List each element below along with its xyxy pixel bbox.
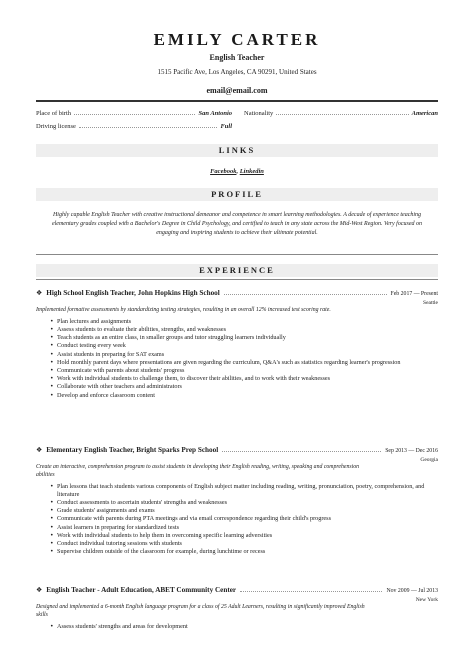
- header-divider: [36, 100, 438, 102]
- job-title: Elementary English Teacher, Bright Sparks Prep School: [46, 446, 219, 454]
- dot-leader: [276, 110, 408, 115]
- list-item: • Collaborate with other teachers and administrators: [50, 383, 438, 391]
- email-text[interactable]: email@email.com: [206, 86, 268, 95]
- diamond-bullet-icon: ❖: [36, 586, 43, 594]
- job-header: [36, 446, 438, 456]
- job-header: [36, 289, 438, 299]
- job-date: Sep 2013 — Dec 2016: [385, 448, 438, 454]
- job-description: Implemented formative assessments by standardizing testing strategies, resulting in an overall 12% increased test scoring rate.: [36, 307, 331, 313]
- job-entry: [36, 446, 438, 556]
- links-row: [0, 168, 474, 175]
- list-item: • Conduct individual tutoring sessions with students: [50, 540, 438, 548]
- diamond-bullet-icon: ❖: [36, 446, 43, 454]
- profile-divider: [36, 254, 438, 255]
- place-of-birth-label: Place of birth: [36, 110, 72, 117]
- job-date: Feb 2017 — Present: [390, 291, 438, 297]
- job-entry: [36, 289, 438, 400]
- place-of-birth-row: [36, 110, 232, 120]
- dot-leader: [222, 447, 381, 452]
- list-item: • Teach students as an entire class, in smaller groups and tutor struggling learners individually: [50, 334, 438, 342]
- candidate-address: 1515 Pacific Ave, Los Angeles, CA 90291, United States: [157, 68, 317, 76]
- experience-heading: EXPERIENCE: [36, 264, 438, 277]
- list-item: • Conduct testing every week: [50, 342, 438, 350]
- job-location: New York: [415, 597, 438, 603]
- list-item: • Work with individual students to challenge them, to discover their abilities, and to work with their weaknesses: [50, 375, 438, 383]
- job-location: Georgia: [420, 457, 438, 463]
- driving-license-row: [36, 123, 232, 133]
- job-location: Seattle: [423, 300, 438, 306]
- facebook-link[interactable]: Facebook: [210, 168, 237, 175]
- links-separator: ,: [236, 168, 240, 175]
- diamond-bullet-icon: ❖: [36, 289, 43, 297]
- job-bullets: [36, 483, 438, 557]
- list-item: • Develop and enforce classroom content: [50, 392, 438, 400]
- job-entry: [36, 586, 438, 631]
- driving-license-value: Full: [220, 123, 232, 130]
- job-description: Create an interactive, comprehension program to assist students in developing their English reading, writing, speaking and comprehension abilities: [36, 464, 360, 478]
- profile-summary: Highly capable English Teacher with creative instructional demeanor and competence in smart learning methodologies. A decade of experience teaching elementary grades coupled with a Bachelor's Degree in Child Psychology, and certified to teach in any state across the Mid-West Region. Very focused on engaging and inspiring students to achieve their ultimate potential.: [51, 212, 423, 237]
- list-item: • Assist students in preparing for SAT exams: [50, 351, 438, 359]
- list-item: • Hold monthly parent days where presentations are given regarding the curriculum, Q&A's such as statistics regarding learner's progression: [50, 359, 438, 367]
- candidate-email[interactable]: [0, 86, 474, 95]
- dot-leader: [224, 290, 387, 295]
- job-description: Designed and implemented a 6-month English language program for a class of 25 Adult Learners, resulting in significantly improved English skills: [36, 604, 365, 618]
- experience-divider: [36, 279, 438, 280]
- driving-license-label: Driving license: [36, 123, 76, 130]
- job-bullets: [36, 318, 438, 400]
- place-of-birth-value: San Antonio: [198, 110, 232, 117]
- list-item: • Plan lessons that teach students various components of English subject matter including reading, writing, pronunciation, poetry, comprehension, and literature: [50, 483, 438, 499]
- links-heading: LINKS: [36, 144, 438, 157]
- list-item: • Conduct assessments to ascertain students' strengths and weaknesses: [50, 499, 438, 507]
- linkedin-link[interactable]: Linkedin: [239, 168, 264, 175]
- job-header: [36, 586, 438, 596]
- candidate-name: EMILY CARTER: [153, 30, 321, 49]
- list-item: • Work with individual students to help them in overcoming specific learning adversities: [50, 532, 438, 540]
- job-date: Nov 2009 — Jul 2013: [386, 588, 438, 594]
- nationality-label: Nationality: [244, 110, 274, 117]
- list-item: • Communicate with parents about students' progress: [50, 367, 438, 375]
- job-bullets: [36, 623, 438, 631]
- dot-leader: [79, 123, 218, 128]
- profile-heading: PROFILE: [36, 188, 438, 201]
- list-item: • Communicate with parents during PTA meetings and via email correspondence regarding their child's progress: [50, 515, 438, 523]
- job-title: English Teacher - Adult Education, ABET Community Center: [46, 586, 237, 594]
- list-item: • Assess students to evaluate their abilities, strengths, and weaknesses: [50, 326, 438, 334]
- list-item: • Supervise children outside of the classroom for example, during lunchtime or recess: [50, 548, 438, 556]
- list-item: • Grade students' assignments and exams: [50, 507, 438, 515]
- nationality-value: American: [411, 110, 438, 117]
- dot-leader: [240, 587, 382, 592]
- list-item: • Plan lectures and assignments: [50, 318, 438, 326]
- dot-leader: [74, 110, 195, 115]
- job-title: High School English Teacher, John Hopkins High School: [46, 289, 220, 297]
- list-item: • Assist learners in preparing for standardized tests: [50, 524, 438, 532]
- list-item: • Assess students' strengths and areas for development: [50, 623, 438, 631]
- candidate-title: English Teacher: [209, 53, 265, 62]
- nationality-row: [244, 110, 438, 120]
